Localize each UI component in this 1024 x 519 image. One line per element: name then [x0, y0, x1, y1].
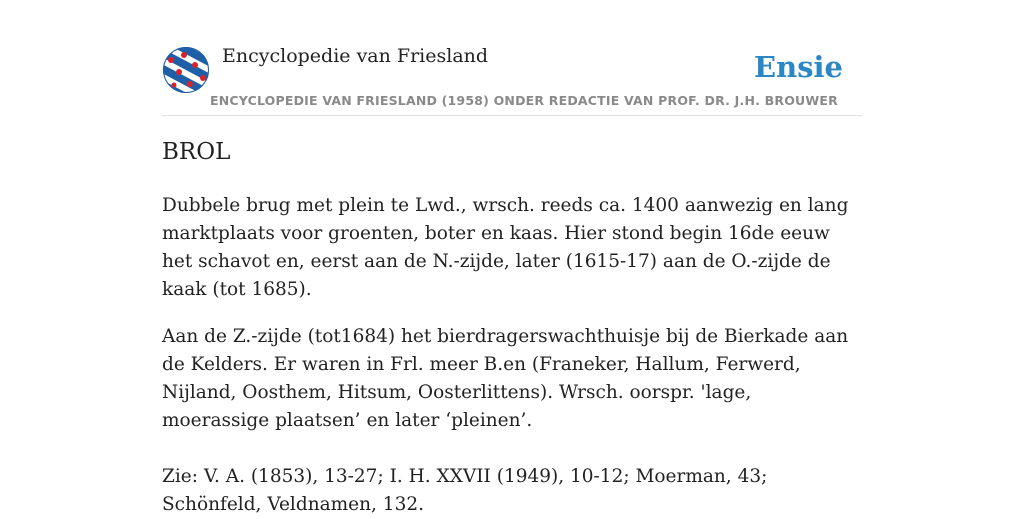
site-title[interactable]: Encyclopedie van Friesland	[222, 45, 489, 67]
site-header	[162, 0, 862, 116]
entry-paragraph-1: Dubbele brug met plein te Lwd., wrsch. reeds ca. 1400 aanwezig en lang marktplaats voor groenten, boter en kaas. Hier stond begin 16de eeuw het schavot en, eerst aan de N.-zijde, later (1615-17) aan de O.-zijde de kaak (tot 1685).	[162, 195, 849, 300]
entry-references: Zie: V. A. (1853), 13-27; I. H. XXVII (1949), 10-12; Moerman, 43; Schönfeld, Veldnamen, 132.	[162, 466, 768, 515]
ensie-logo-link[interactable]: Ensie	[754, 50, 843, 84]
site-subtitle: ENCYCLOPEDIE VAN FRIESLAND (1958) ONDER REDACTIE VAN PROF. DR. J.H. BROUWER	[210, 93, 838, 108]
entry-title: BROL	[162, 139, 231, 165]
frisian-flag-icon[interactable]	[162, 47, 210, 93]
page	[162, 0, 862, 515]
entry-paragraph-2: Aan de Z.-zijde (tot1684) het bierdragerswachthuisje bij de Bierkade aan de Kelders. Er waren in Frl. meer B.en (Franeker, Hallum, Ferwerd, Nijland, Oosthem, Hitsum, Oosterlittens). Wrsch. oorspr. 'lage, moerassige plaatsen’ en later ‘pleinen’.	[162, 326, 849, 431]
